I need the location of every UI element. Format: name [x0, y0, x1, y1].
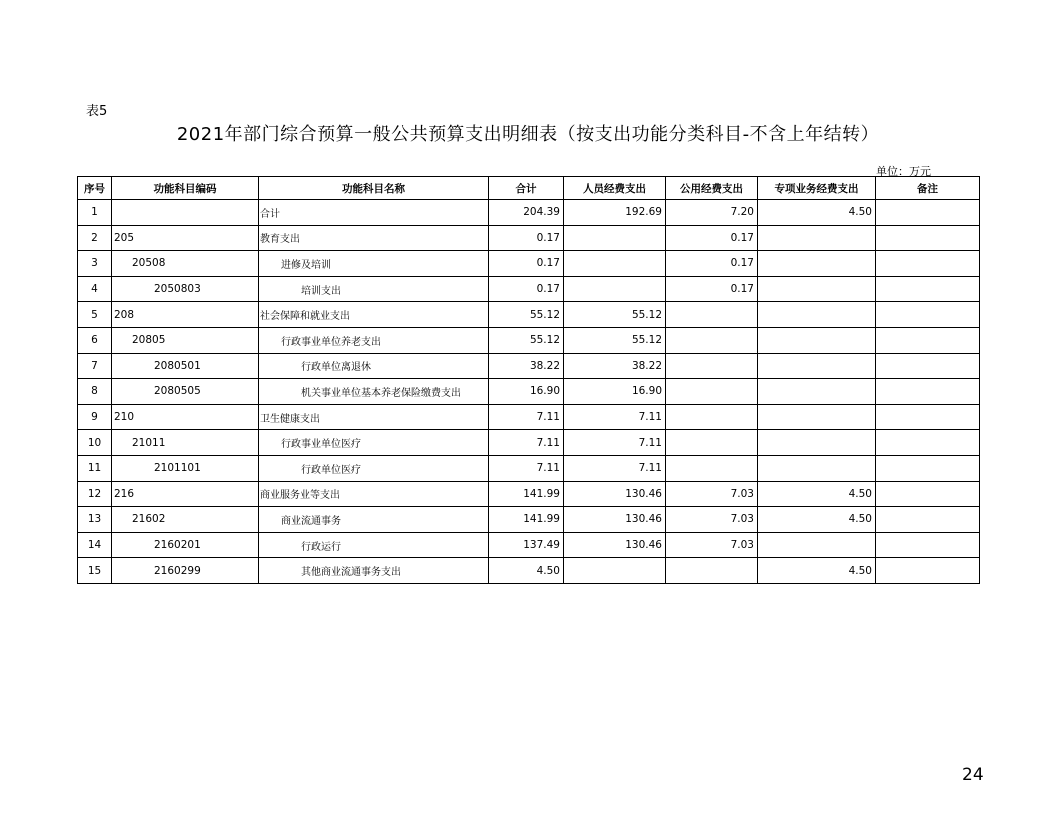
table-body	[78, 200, 980, 584]
public-value	[666, 302, 758, 328]
page-number: 24	[962, 765, 984, 785]
function-code: 20805	[112, 327, 259, 353]
public-value: 7.03	[666, 532, 758, 558]
function-code: 2101101	[112, 455, 259, 481]
total-value: 55.12	[489, 302, 564, 328]
personnel-value: 7.11	[564, 455, 666, 481]
table-row	[78, 507, 980, 533]
row-number: 14	[78, 532, 112, 558]
special-value: 4.50	[758, 507, 876, 533]
table-row	[78, 353, 980, 379]
special-value: 4.50	[758, 200, 876, 226]
column-header: 备注	[876, 177, 980, 200]
public-value: 0.17	[666, 225, 758, 251]
table-row	[78, 302, 980, 328]
note-value	[876, 251, 980, 277]
row-number: 6	[78, 327, 112, 353]
public-value: 0.17	[666, 251, 758, 277]
function-code: 20508	[112, 251, 259, 277]
special-value	[758, 302, 876, 328]
special-value	[758, 532, 876, 558]
special-value	[758, 251, 876, 277]
public-value	[666, 379, 758, 405]
row-number: 4	[78, 276, 112, 302]
row-number: 3	[78, 251, 112, 277]
personnel-value	[564, 251, 666, 277]
function-code	[112, 200, 259, 226]
note-value	[876, 379, 980, 405]
note-value	[876, 200, 980, 226]
total-value: 7.11	[489, 404, 564, 430]
function-code: 205	[112, 225, 259, 251]
personnel-value: 16.90	[564, 379, 666, 405]
note-value	[876, 532, 980, 558]
special-value	[758, 327, 876, 353]
public-value	[666, 353, 758, 379]
total-value: 0.17	[489, 276, 564, 302]
personnel-value: 130.46	[564, 532, 666, 558]
special-value	[758, 404, 876, 430]
personnel-value	[564, 276, 666, 302]
column-header: 专项业务经费支出	[758, 177, 876, 200]
function-code: 21602	[112, 507, 259, 533]
expenditure-table	[77, 176, 980, 584]
row-number: 9	[78, 404, 112, 430]
function-name: 行政运行	[259, 532, 489, 558]
public-value	[666, 558, 758, 584]
note-value	[876, 430, 980, 456]
special-value	[758, 276, 876, 302]
note-value	[876, 404, 980, 430]
note-value	[876, 225, 980, 251]
function-name: 行政事业单位养老支出	[259, 327, 489, 353]
public-value: 7.03	[666, 507, 758, 533]
row-number: 2	[78, 225, 112, 251]
personnel-value: 7.11	[564, 430, 666, 456]
row-number: 11	[78, 455, 112, 481]
note-value	[876, 302, 980, 328]
note-value	[876, 276, 980, 302]
function-name: 行政单位离退休	[259, 353, 489, 379]
function-code: 2080505	[112, 379, 259, 405]
total-value: 141.99	[489, 481, 564, 507]
column-header: 功能科目名称	[259, 177, 489, 200]
table-row	[78, 532, 980, 558]
note-value	[876, 455, 980, 481]
personnel-value: 38.22	[564, 353, 666, 379]
note-value	[876, 481, 980, 507]
function-code: 2080501	[112, 353, 259, 379]
function-name: 教育支出	[259, 225, 489, 251]
column-header: 合计	[489, 177, 564, 200]
special-value	[758, 430, 876, 456]
table-row	[78, 327, 980, 353]
public-value	[666, 430, 758, 456]
total-value: 16.90	[489, 379, 564, 405]
row-number: 15	[78, 558, 112, 584]
special-value	[758, 225, 876, 251]
row-number: 10	[78, 430, 112, 456]
row-number: 12	[78, 481, 112, 507]
total-value: 55.12	[489, 327, 564, 353]
table-row	[78, 379, 980, 405]
function-code: 208	[112, 302, 259, 328]
function-code: 2050803	[112, 276, 259, 302]
table-row	[78, 558, 980, 584]
unit-label: 单位：万元	[876, 165, 931, 178]
table-header-row	[78, 177, 980, 200]
function-code: 2160201	[112, 532, 259, 558]
function-name: 社会保障和就业支出	[259, 302, 489, 328]
special-value: 4.50	[758, 481, 876, 507]
column-header: 功能科目编码	[112, 177, 259, 200]
public-value: 7.03	[666, 481, 758, 507]
total-value: 7.11	[489, 455, 564, 481]
public-value: 0.17	[666, 276, 758, 302]
special-value	[758, 455, 876, 481]
special-value	[758, 379, 876, 405]
function-name: 其他商业流通事务支出	[259, 558, 489, 584]
total-value: 204.39	[489, 200, 564, 226]
personnel-value: 7.11	[564, 404, 666, 430]
row-number: 8	[78, 379, 112, 405]
page-title: 2021年部门综合预算一般公共预算支出明细表（按支出功能分类科目-不含上年结转）	[176, 124, 880, 145]
row-number: 5	[78, 302, 112, 328]
function-code: 21011	[112, 430, 259, 456]
note-value	[876, 327, 980, 353]
column-header: 公用经费支出	[666, 177, 758, 200]
function-code: 2160299	[112, 558, 259, 584]
row-number: 1	[78, 200, 112, 226]
personnel-value	[564, 558, 666, 584]
personnel-value: 55.12	[564, 327, 666, 353]
public-value	[666, 404, 758, 430]
personnel-value: 55.12	[564, 302, 666, 328]
function-name: 培训支出	[259, 276, 489, 302]
function-name: 卫生健康支出	[259, 404, 489, 430]
personnel-value: 192.69	[564, 200, 666, 226]
function-name: 合计	[259, 200, 489, 226]
personnel-value	[564, 225, 666, 251]
function-name: 行政事业单位医疗	[259, 430, 489, 456]
function-name: 行政单位医疗	[259, 455, 489, 481]
function-name: 机关事业单位基本养老保险缴费支出	[259, 379, 489, 405]
column-header: 序号	[78, 177, 112, 200]
public-value: 7.20	[666, 200, 758, 226]
table-row	[78, 225, 980, 251]
public-value	[666, 455, 758, 481]
total-value: 0.17	[489, 251, 564, 277]
note-value	[876, 353, 980, 379]
function-name: 进修及培训	[259, 251, 489, 277]
total-value: 0.17	[489, 225, 564, 251]
total-value: 38.22	[489, 353, 564, 379]
total-value: 7.11	[489, 430, 564, 456]
table-label: 表5	[86, 104, 108, 119]
function-name: 商业流通事务	[259, 507, 489, 533]
special-value	[758, 353, 876, 379]
table-row	[78, 404, 980, 430]
table-row	[78, 251, 980, 277]
table-row	[78, 200, 980, 226]
total-value: 137.49	[489, 532, 564, 558]
total-value: 4.50	[489, 558, 564, 584]
special-value: 4.50	[758, 558, 876, 584]
table-row	[78, 481, 980, 507]
personnel-value: 130.46	[564, 481, 666, 507]
table-row	[78, 276, 980, 302]
column-header: 人员经费支出	[564, 177, 666, 200]
row-number: 13	[78, 507, 112, 533]
row-number: 7	[78, 353, 112, 379]
table-row	[78, 430, 980, 456]
function-code: 210	[112, 404, 259, 430]
note-value	[876, 558, 980, 584]
function-name: 商业服务业等支出	[259, 481, 489, 507]
table-row	[78, 455, 980, 481]
public-value	[666, 327, 758, 353]
function-code: 216	[112, 481, 259, 507]
total-value: 141.99	[489, 507, 564, 533]
personnel-value: 130.46	[564, 507, 666, 533]
note-value	[876, 507, 980, 533]
